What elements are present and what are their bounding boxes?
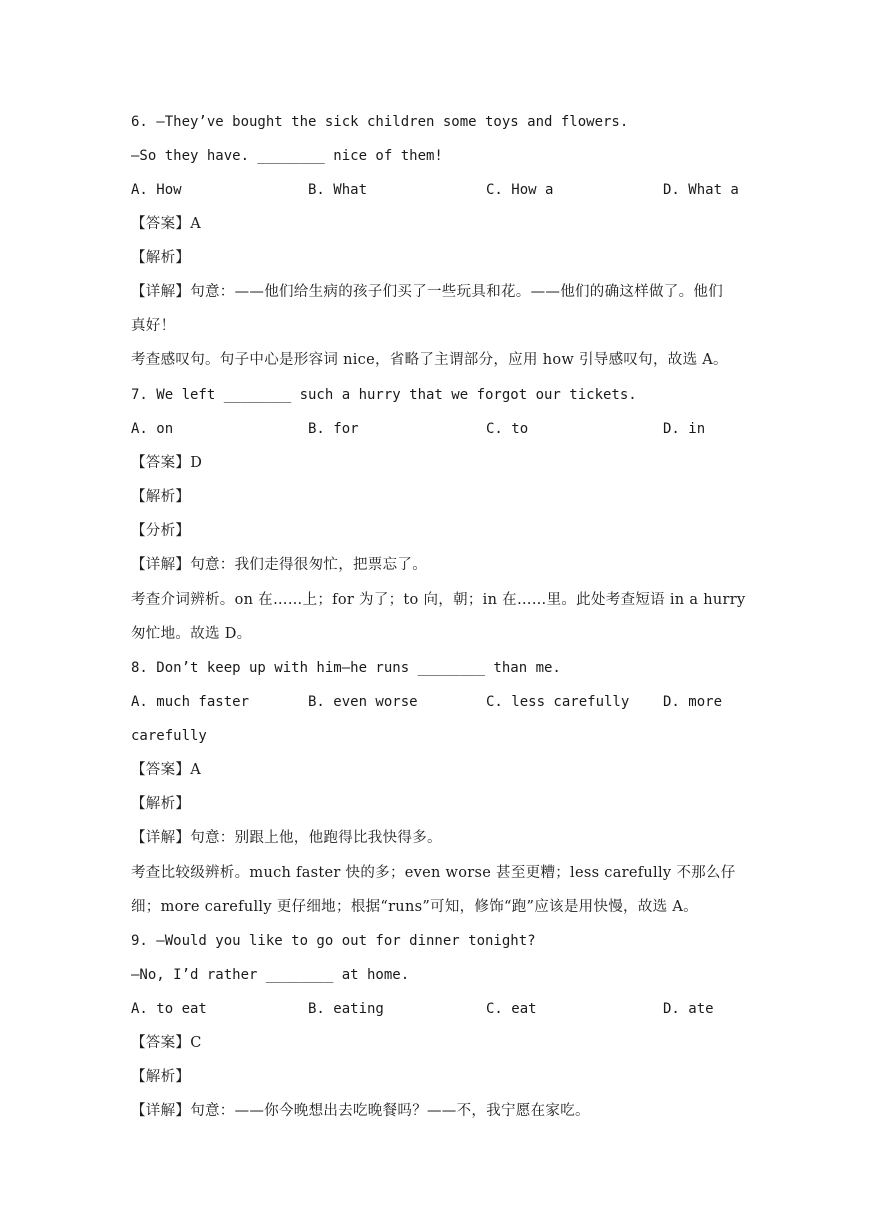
q6-answer: 【答案】A <box>131 216 201 232</box>
q6-option-b: B. What <box>308 182 368 198</box>
q8-answer: 【答案】A <box>131 762 201 778</box>
q7-fenxi-label: 【分析】 <box>131 523 191 539</box>
q7-option-a: A. on <box>131 421 174 437</box>
q7-option-d: D. in <box>663 421 706 437</box>
q9-detail-1: 【详解】句意：——你今晚想出去吃晚餐吗？——不，我宁愿在家吃。 <box>131 1103 590 1119</box>
q9-analysis-label: 【解析】 <box>131 1069 191 1085</box>
q6-analysis-label: 【解析】 <box>131 250 191 266</box>
q9-answer: 【答案】C <box>131 1035 202 1051</box>
q6-detail-1: 【详解】句意：——他们给生病的孩子们买了一些玩具和花。——他们的确这样做了。他们 <box>131 284 723 300</box>
q7-analysis-label: 【解析】 <box>131 489 191 505</box>
q9-stem-1: 9. —Would you like to go out for dinner tonight? <box>131 933 536 949</box>
q8-option-b: B. even worse <box>308 694 418 710</box>
q7-detail-1: 【详解】句意：我们走得很匆忙，把票忘了。 <box>131 557 427 573</box>
q7-option-c: C. to <box>486 421 529 437</box>
q8-stem: 8. Don’t keep up with him—he runs ________ than me. <box>131 660 561 676</box>
q8-detail-1: 【详解】句意：别跟上他，他跑得比我快得多。 <box>131 830 442 846</box>
q8-detail-2: 考查比较级辨析。much faster 快的多；even worse 甚至更糟；less carefully 不那么仔 <box>131 865 736 881</box>
q6-detail-3: 考查感叹句。句子中心是形容词 nice，省略了主谓部分，应用 how 引导感叹句，故选 A。 <box>131 352 728 368</box>
q9-options <box>131 997 751 1021</box>
q7-options <box>131 417 751 441</box>
q8-analysis-label: 【解析】 <box>131 796 191 812</box>
q7-detail-3: 匆忙地。故选 D。 <box>131 626 252 642</box>
q8-option-a: A. much faster <box>131 694 250 710</box>
q6-options <box>131 178 751 202</box>
q9-option-d: D. ate <box>663 1001 714 1017</box>
q9-option-c: C. eat <box>486 1001 537 1017</box>
q6-stem-1: 6. —They’ve bought the sick children some toys and flowers. <box>131 114 629 130</box>
q6-option-d: D. What a <box>663 182 739 198</box>
q7-option-b: B. for <box>308 421 359 437</box>
q8-option-c: C. less carefully <box>486 694 630 710</box>
q8-option-wrap: carefully <box>131 728 207 744</box>
q8-detail-3: 细；more carefully 更仔细地；根据“runs”可知，修饰“跑”应该是用快慢，故选 A。 <box>131 899 698 915</box>
q9-option-a: A. to eat <box>131 1001 207 1017</box>
q7-stem: 7. We left ________ such a hurry that we forgot our tickets. <box>131 387 637 403</box>
q8-options <box>131 690 751 714</box>
q6-stem-2: —So they have. ________ nice of them! <box>131 148 443 164</box>
q6-option-c: C. How a <box>486 182 554 198</box>
q7-answer: 【答案】D <box>131 455 203 471</box>
q6-option-a: A. How <box>131 182 182 198</box>
q7-detail-2: 考查介词辨析。on 在……上；for 为了；to 向，朝；in 在……里。此处考查短语 in a hurry <box>131 592 746 608</box>
q9-option-b: B. eating <box>308 1001 384 1017</box>
q8-option-d: D. more <box>663 694 723 710</box>
q6-detail-2: 真好！ <box>131 318 176 334</box>
q9-stem-2: —No, I’d rather ________ at home. <box>131 967 410 983</box>
